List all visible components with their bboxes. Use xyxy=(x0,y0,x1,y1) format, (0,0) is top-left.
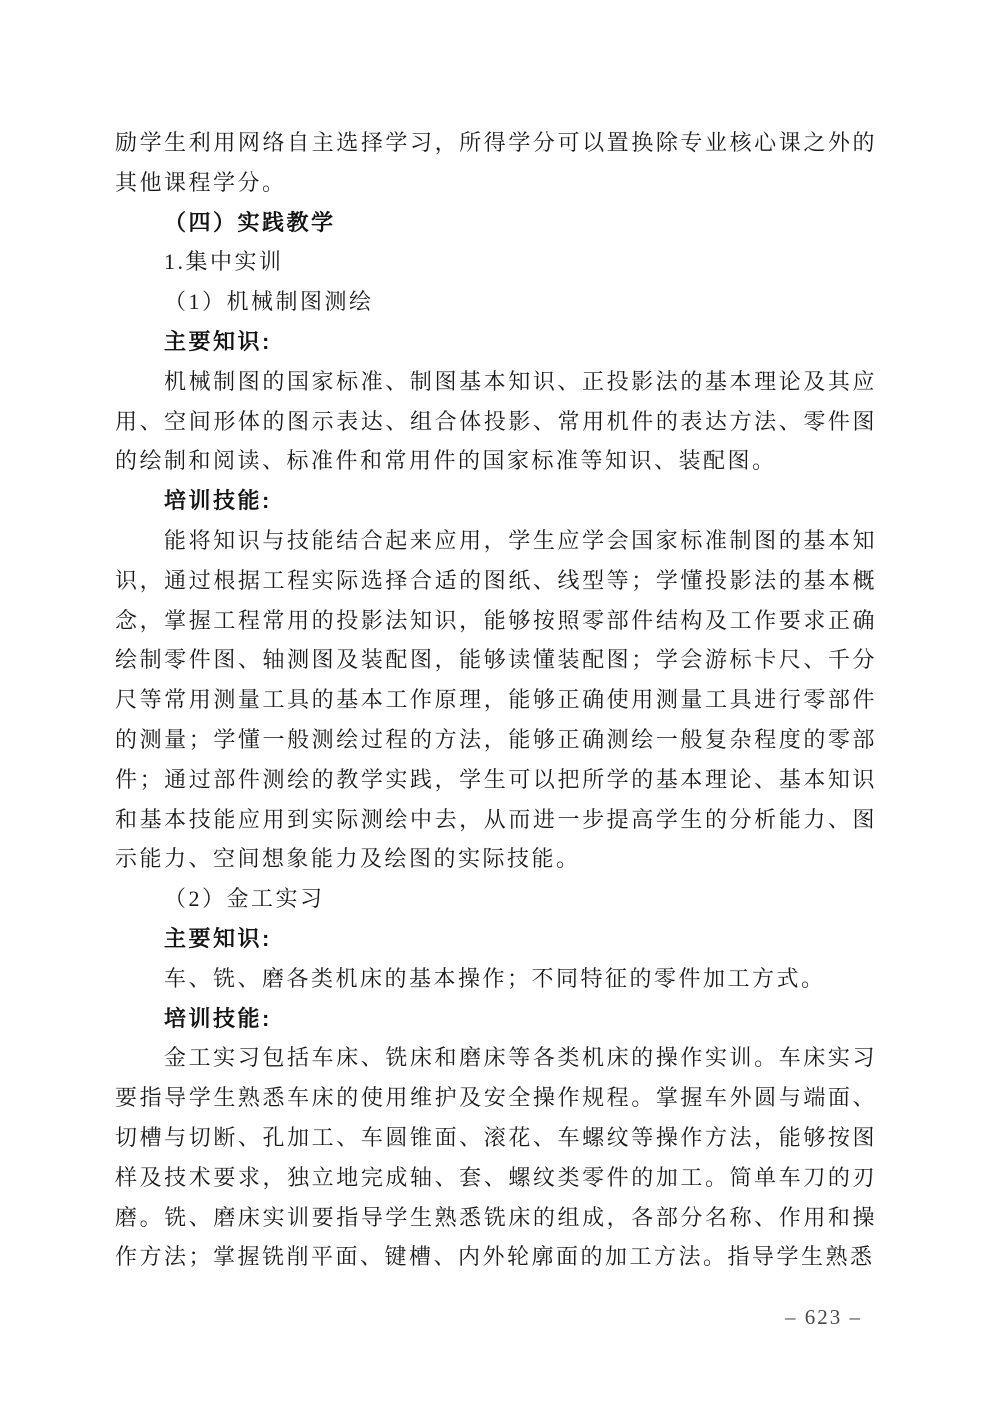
list-item-mechanical-drawing-mapping: （1）机械制图测绘 xyxy=(164,289,374,315)
paragraph-skills-drawing: 能将知识与技能结合起来应用，学生应学会国家标准制图的基本知识，通过根据工程实际选择合适的图纸、线型等；学懂投影法的基本概念，掌握工程常用的投影法知识，能够按照零部件结构及工作要求正确绘制零件图、轴测图及装配图，能够读懂装配图；学会游标卡尺、千分尺等常用测量工具的基本工作原理，能够正确使用测量工具进行零部件的测量；学懂一般测绘过程的方法，能够正确测绘一般复杂程度的零部件；通过部件测绘的教学实践，学生可以把所学的基本理论、基本知识和基本技能应用到实际测绘中去，从而进一步提高学生的分析能力、图示能力、空间想象能力及绘图的实际技能。 xyxy=(115,527,877,872)
paragraph-knowledge-drawing: 机械制图的国家标准、制图基本知识、正投影法的基本理论及其应用、空间形体的图示表达、组合体投影、常用机件的表达方法、零件图的绘制和阅读、标准件和常用件的国家标准等知识、装配图。 xyxy=(115,368,877,474)
list-item-centralized-training: 1.集中实训 xyxy=(164,249,284,275)
label-training-skills-drawing: 培训技能: xyxy=(164,488,272,514)
list-item-metalworking-practice: （2）金工实习 xyxy=(164,886,325,912)
section-heading-practice-teaching: （四）实践教学 xyxy=(164,209,336,235)
document-body xyxy=(115,123,877,1277)
label-main-knowledge-metalworking: 主要知识: xyxy=(164,925,272,951)
paragraph-skills-metalworking: 金工实习包括车床、铣床和磨床等各类机床的操作实训。车床实习要指导学生熟悉车床的使用维护及安全操作规程。掌握车外圆与端面、切槽与切断、孔加工、车圆锥面、滚花、车螺纹等操作方法，能够按图样及技术要求，独立地完成轴、套、螺纹类零件的加工。简单车刀的刃磨。铣、磨床实训要指导学生熟悉铣床的组成，各部分名称、作用和操作方法；掌握铣削平面、键槽、内外轮廓面的加工方法。指导学生熟悉 xyxy=(115,1045,877,1270)
page-number: – 623 – xyxy=(785,1305,862,1329)
label-main-knowledge-drawing: 主要知识: xyxy=(164,328,272,354)
label-training-skills-metalworking: 培训技能: xyxy=(164,1005,272,1031)
paragraph-continuation-credits: 励学生利用网络自主选择学习，所得学分可以置换除专业核心课之外的其他课程学分。 xyxy=(115,130,877,195)
paragraph-knowledge-metalworking: 车、铣、磨各类机床的基本操作；不同特征的零件加工方式。 xyxy=(164,965,826,991)
